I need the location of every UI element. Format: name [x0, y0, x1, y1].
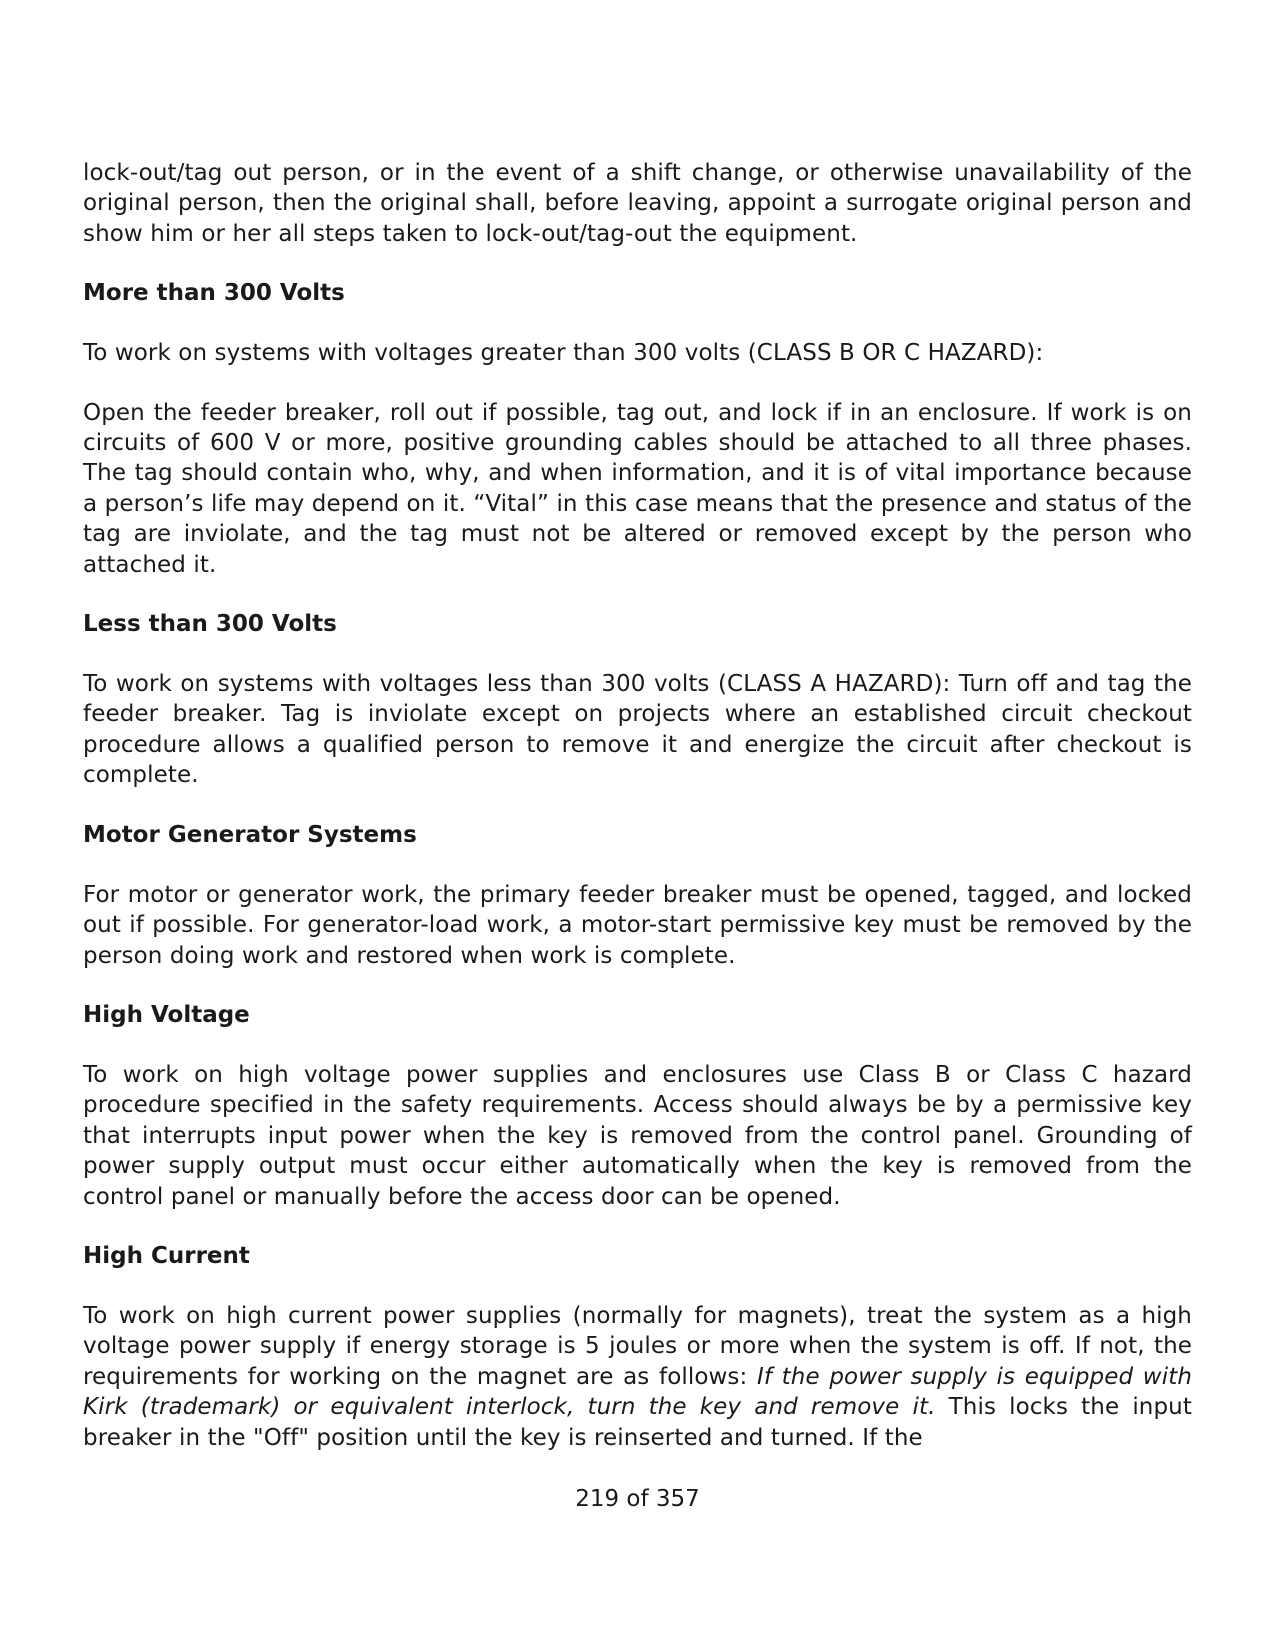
paragraph-lockout-continuation: lock-out/tag out person, or in the event of a shift change, or otherwise unavailability of the original person, then the original shall, before leaving, appoint a surrogate original person and show him or her all steps taken to lock-out/tag-out the equipment.	[83, 160, 1192, 247]
paragraph-high-current-start: To work on high current power supplies (normally for magnets), treat the system as a high voltage power supply if energy storage is 5 joules or more when the system is off. If not, the requirements for working on the magnet are as follows:	[83, 1302, 1192, 1390]
paragraph-high-voltage: To work on high voltage power supplies and enclosures use Class B or Class C hazard procedure specified in the safety requirements. Access should always be by a permissive key that interrupts input power when the key is removed from the control panel. Grounding of power supply output must occur either automatically when the key is removed from the control panel or manually before the access door can be opened.	[83, 1061, 1192, 1210]
paragraph-less-300: To work on systems with voltages less than 300 volts (CLASS A HAZARD): Turn off and tag the feeder breaker. Tag is inviolate except on projects where an established circuit checkout procedure allows a qualified person to remove it and energize the circuit after checkout is complete.	[83, 671, 1192, 789]
heading-high-current: High Current	[83, 1242, 250, 1269]
paragraph-motor-generator: For motor or generator work, the primary feeder breaker must be opened, tagged, and locked out if possible. For generator-load work, a motor-start permissive key must be removed by the person doing work and restored when work is complete.	[83, 881, 1192, 969]
paragraph-feeder-breaker: Open the feeder breaker, roll out if possible, tag out, and lock if in an enclosure. If work is on circuits of 600 V or more, positive grounding cables should be attached to all three phases. The tag should contain who, why, and when information, and it is of vital importance because a person’s life may depend on it. “Vital” in this case means that the presence and status of the tag are inviolate, and the tag must not be altered or removed except by the person who attached it.	[83, 399, 1192, 578]
paragraph-high-current-end: This locks the input breaker in the "Off" position until the key is reinserted and turned. If the	[83, 1394, 1192, 1451]
heading-less-than-300-volts: Less than 300 Volts	[83, 611, 337, 638]
page-number: 219 of 357	[575, 1486, 700, 1512]
document-body	[83, 158, 1192, 1453]
heading-high-voltage: High Voltage	[83, 1001, 250, 1028]
paragraph-high-current-italic: If the power supply is equipped with Kirk (trademark) or equivalent interlock, turn the key and remove it.	[83, 1363, 1192, 1421]
paragraph-high-current	[83, 1301, 1192, 1453]
heading-motor-generator-systems: Motor Generator Systems	[83, 821, 417, 848]
paragraph-greater-300-intro: To work on systems with voltages greater than 300 volts (CLASS B OR C HAZARD):	[83, 340, 1044, 367]
heading-more-than-300-volts: More than 300 Volts	[83, 280, 345, 307]
